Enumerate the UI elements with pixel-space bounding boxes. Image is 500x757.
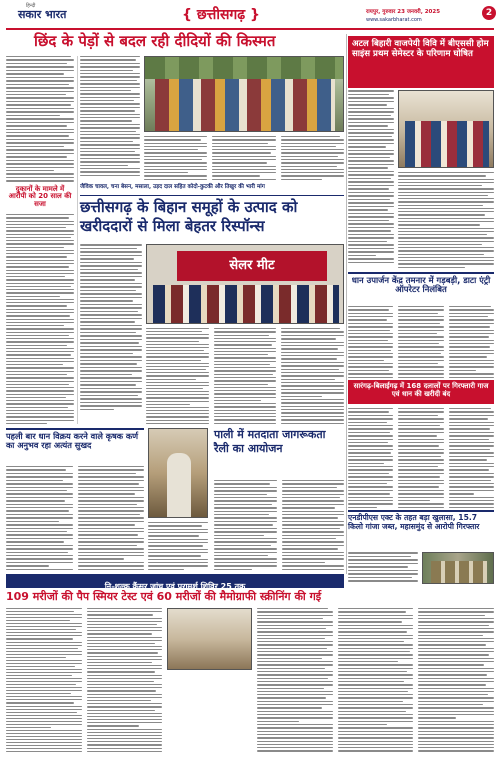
lead-story-kicker (80, 182, 344, 196)
side3-col-2 (398, 408, 443, 508)
side-story-3-body (348, 408, 494, 508)
top-story-body-lower (144, 136, 344, 180)
lead-story-body-lower (146, 328, 344, 424)
section-brace-right: } (245, 7, 261, 23)
lead-body-col-1 (146, 328, 209, 424)
side-story-4-body-left (348, 552, 418, 584)
lead-story-headline: छत्तीसगढ़ के बिहान समूहों के उत्पाद को खरीददारों से मिला बेहतर रिस्पॉन्स (80, 198, 298, 235)
bottom-col-6 (418, 608, 494, 752)
story-a-body (6, 466, 144, 570)
photo-figure-group (155, 79, 335, 132)
column-divider (346, 34, 347, 574)
lead-story-photo (146, 244, 344, 324)
masthead-logo (6, 4, 96, 28)
side-story-2-headline: धान उपार्जन केंद्र तमनार में गड़बड़ी, डाटा एंट्री ऑपरेटर निलंबित (351, 275, 491, 294)
side3-col-1 (348, 408, 393, 508)
body-col-2 (212, 136, 275, 180)
top-story-body-left (6, 56, 74, 182)
bottom-col-4 (257, 608, 333, 752)
side-story-1-body-right (398, 172, 494, 268)
storyb-col-1 (214, 480, 277, 570)
side-story-1-photo (398, 90, 494, 168)
bottom-col-1 (6, 608, 82, 752)
masthead (6, 4, 494, 30)
bottom-col-2 (87, 608, 163, 752)
side-story-3-headline: सारंगढ़-बिलाईगढ़ में 168 दलालों पर गिरफ्तारी गाज एवं धान की खरीदी बंद (353, 382, 489, 399)
side-story-2 (348, 272, 494, 302)
body-col-3 (281, 136, 344, 180)
top-story-photo (144, 56, 344, 132)
story-a-headline: पहली बार धान विक्रय करने वाले कृषक कर्ण का अनुभव रहा अत्यंत सुखद (6, 431, 139, 450)
side2-col-3 (449, 306, 494, 378)
side-story-4-photo (422, 552, 494, 584)
logo-name: सकार भारत (18, 8, 67, 21)
section-name: छत्तीसगढ़ (196, 7, 246, 23)
site-url: www.sakarbharat.com (366, 17, 422, 23)
story-b-headline: पाली में मतदाता जागरूकता रैली का आयोजन (214, 428, 326, 455)
side-story-1-body-left (348, 90, 394, 268)
bottom-col-5 (338, 608, 414, 752)
page-number: 2 (482, 6, 496, 20)
side3-col-3 (449, 408, 494, 508)
side-story-3-header (348, 380, 494, 404)
left-note-body (6, 214, 74, 424)
column-divider (77, 56, 78, 424)
story-a-photo (148, 428, 208, 518)
lead-body-col-3 (281, 328, 344, 424)
side-story-2-body (348, 306, 494, 378)
lead-story-body-left (80, 244, 142, 424)
top-story-headline: छिंद के पेड़ों से बदल रही दीदियों की किस्मत (34, 32, 276, 50)
side-story-1-header (348, 36, 494, 88)
logo-small-text: हिन्दी (26, 3, 36, 9)
side-story-1-headline: अटल बिहारी वाजपेयी विवि में बीएससी होम साइंस प्रथम सेमेस्टर के परिणाम घोषित (352, 39, 489, 60)
story-a (6, 428, 144, 462)
bottom-story-photo (167, 608, 252, 670)
section-title (146, 5, 296, 24)
photo-police (431, 561, 487, 584)
side-story-4 (348, 510, 494, 548)
bottom-story-kicker (6, 574, 344, 591)
photo-farmer (167, 453, 191, 518)
side-story-4-headline: एनडीपीएस एक्ट के तहत बड़ा खुलासा, 15.7 किलो गांजा जब्त, महासमुंद से आरोपी गिरफ्तार (348, 513, 480, 531)
storya-col-2 (78, 466, 145, 570)
left-note-headline: दुकानों के मामले में आरोपी को 20 साल की सजा (8, 185, 72, 208)
story-b-body (214, 480, 344, 570)
lead-body-col-2 (214, 328, 277, 424)
storya-col-1 (6, 466, 73, 570)
bottom-story-headline: 109 मरीजों की पैप स्मियर टेस्ट एवं 60 मरीजों की मैमोग्राफी स्क्रीनिंग की गई (6, 590, 322, 603)
story-a-body-right (148, 522, 208, 570)
photo-people (405, 121, 489, 168)
storyb-col-2 (282, 480, 345, 570)
bottom-story-body (6, 608, 494, 752)
photo-banner (177, 251, 327, 281)
dateline: रायपुर, गुरुवार 23 जनवरी, 2025 (366, 9, 441, 15)
side2-col-1 (348, 306, 393, 378)
photo-stage-people (153, 285, 339, 324)
photo-banner-text: सेलर मीट (229, 258, 275, 273)
top-story-body-mid (80, 56, 140, 176)
section-brace-left: { (181, 7, 197, 23)
bottom-story-kicker-text: नि-शुल्क कैंसर जांच एवं परामर्श शिविर 25 तक (104, 582, 246, 591)
photo-trees (145, 57, 344, 79)
body-col-1 (144, 136, 207, 180)
side2-col-2 (398, 306, 443, 378)
lead-story-kicker-text: जैविक चावल, चना बेसन, मसाला, उड़द दाल सहित कोदो-कुटकी और तिखुर की भारी मांग (80, 184, 265, 190)
